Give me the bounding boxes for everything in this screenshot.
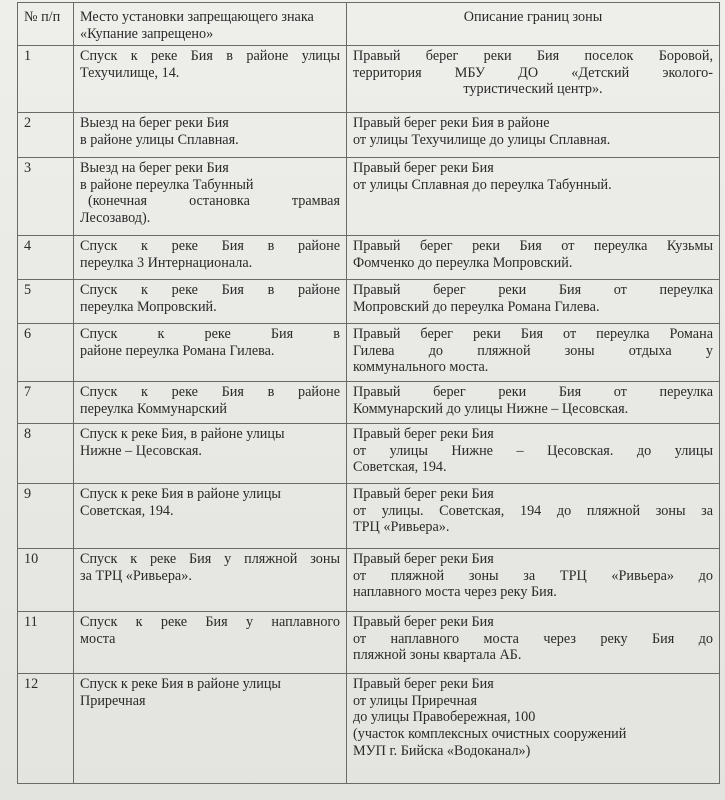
desc-line: территория МБУ ДО «Детский эколого- — [353, 64, 713, 81]
place-line: Советская, 194. — [80, 502, 174, 519]
desc-line: Правый берег реки Бия от переулка Кузьмы — [353, 238, 713, 255]
place-line: в районе улицы Сплавная. — [80, 131, 239, 148]
desc-line: Правый берег реки Бия — [353, 614, 494, 631]
place-line: Спуск к реке Бия в районе — [80, 384, 340, 401]
desc-line: Гилева до пляжной зоны отдыха у — [353, 342, 713, 359]
table-row — [18, 113, 720, 158]
row-description — [347, 158, 720, 236]
place-line: Выезд на берег реки Бия — [80, 160, 229, 177]
place-line: переулка Коммунарский — [80, 400, 227, 417]
desc-line: от улицы Сплавная до переулка Табунный. — [353, 176, 612, 193]
desc-line: Правый берег реки Бия — [353, 551, 494, 568]
row-number: 10 — [18, 549, 74, 612]
desc-line: Правый берег реки Бия поселок Боровой, — [353, 48, 713, 65]
row-place — [74, 484, 347, 549]
place-line: Нижне – Цесовская. — [80, 442, 202, 459]
desc-line: коммунального моста. — [353, 359, 489, 376]
row-place — [74, 46, 347, 113]
row-description — [347, 382, 720, 424]
row-description — [347, 280, 720, 324]
desc-line: от улицы. Советская, 194 до пляжной зоны за — [353, 502, 713, 519]
table-header-row — [18, 3, 720, 46]
place-line: Спуск к реке Бия в — [80, 326, 340, 343]
row-place — [74, 424, 347, 484]
row-number: 3 — [18, 158, 74, 236]
desc-line: Советская, 194. — [353, 459, 447, 476]
desc-line: Правый берег реки Бия от переулка — [353, 282, 713, 299]
place-line: Спуск к реке Бия в районе улицы — [80, 48, 340, 65]
row-number: 1 — [18, 46, 74, 113]
row-number: 9 — [18, 484, 74, 549]
row-description — [347, 424, 720, 484]
desc-line: Правый берег реки Бия — [353, 160, 494, 177]
row-number: 11 — [18, 612, 74, 674]
desc-line: от улицы Нижне – Цесовская. до улицы — [353, 442, 713, 459]
row-place — [74, 324, 347, 382]
place-line: в районе переулка Табунный — [80, 176, 254, 193]
table-row — [18, 280, 720, 324]
desc-line: ТРЦ «Ривьера». — [353, 519, 450, 536]
row-place — [74, 280, 347, 324]
desc-line: МУП г. Бийска «Водоканал») — [353, 742, 531, 759]
header-number: № п/п — [18, 3, 74, 46]
row-number: 5 — [18, 280, 74, 324]
place-line: переулка Мопровский. — [80, 298, 217, 315]
desc-line: Правый берег реки Бия от переулка Романа — [353, 326, 713, 343]
desc-line: от наплавного моста через реку Бия до — [353, 630, 713, 647]
desc-line: Правый берег реки Бия — [353, 486, 494, 503]
desc-line: туристический центр». — [463, 81, 603, 98]
place-line: моста — [80, 630, 116, 647]
row-description — [347, 324, 720, 382]
header-description: Описание границ зоны — [347, 3, 720, 46]
place-line: Спуск к реке Бия в районе — [80, 238, 340, 255]
place-line: Приречная — [80, 692, 146, 709]
place-line: Спуск к реке Бия у наплавного — [80, 614, 340, 631]
desc-line: Коммунарский до улицы Нижне – Цесовская. — [353, 400, 629, 417]
row-place — [74, 236, 347, 280]
row-description — [347, 236, 720, 280]
table-row — [18, 549, 720, 612]
table-row — [18, 424, 720, 484]
place-line: Спуск к реке Бия в районе — [80, 282, 340, 299]
row-description — [347, 612, 720, 674]
desc-line: Правый берег реки Бия — [353, 676, 494, 693]
table-row — [18, 674, 720, 784]
place-line: переулка 3 Интернационала. — [80, 254, 253, 271]
row-number: 2 — [18, 113, 74, 158]
place-line: Спуск к реке Бия у пляжной зоны — [80, 551, 340, 568]
desc-line: от пляжной зоны за ТРЦ «Ривьера» до — [353, 567, 713, 584]
row-number: 8 — [18, 424, 74, 484]
table-row — [18, 612, 720, 674]
row-number: 7 — [18, 382, 74, 424]
place-line: Лесозавод). — [80, 209, 151, 226]
row-description — [347, 484, 720, 549]
row-place — [74, 158, 347, 236]
row-description — [347, 674, 720, 784]
table-row — [18, 324, 720, 382]
place-line: Выезд на берег реки Бия — [80, 115, 229, 132]
place-line: Спуск к реке Бия, в районе улицы — [80, 426, 285, 443]
table-row — [18, 236, 720, 280]
desc-line: Фомченко до переулка Мопровский. — [353, 254, 573, 271]
row-description — [347, 113, 720, 158]
desc-line: от улицы Техучилище до улицы Сплавная. — [353, 131, 611, 148]
place-line: за ТРЦ «Ривьера». — [80, 567, 192, 584]
desc-line: наплавного моста через реку Бия. — [353, 584, 557, 601]
desc-line: от улицы Приречная — [353, 692, 477, 709]
zones-table — [17, 2, 720, 784]
place-line: (конечная остановка трамвая — [88, 193, 340, 210]
row-place — [74, 674, 347, 784]
row-description — [347, 549, 720, 612]
desc-line: Правый берег реки Бия в районе — [353, 115, 550, 132]
table-row — [18, 158, 720, 236]
desc-line: до улицы Правобережная, 100 — [353, 709, 536, 726]
desc-line: Правый берег реки Бия от переулка — [353, 384, 713, 401]
desc-line: (участок комплексных очистных сооружений — [353, 725, 627, 742]
place-line: районе переулка Романа Гилева. — [80, 342, 275, 359]
table-row — [18, 46, 720, 113]
place-line: Техучилище, 14. — [80, 64, 180, 81]
row-description — [347, 46, 720, 113]
row-place — [74, 113, 347, 158]
desc-line: пляжной зоны квартала АБ. — [353, 647, 522, 664]
table-row — [18, 382, 720, 424]
row-place — [74, 382, 347, 424]
row-number: 12 — [18, 674, 74, 784]
row-number: 6 — [18, 324, 74, 382]
desc-line: Мопровский до переулка Романа Гилева. — [353, 298, 600, 315]
row-place — [74, 612, 347, 674]
row-number: 4 — [18, 236, 74, 280]
place-line: Спуск к реке Бия в районе улицы — [80, 486, 281, 503]
desc-line: Правый берег реки Бия — [353, 426, 494, 443]
header-place: Место установки запрещающего знака «Купание запрещено» — [74, 3, 347, 46]
place-line: Спуск к реке Бия в районе улицы — [80, 676, 281, 693]
table-row — [18, 484, 720, 549]
row-place — [74, 549, 347, 612]
